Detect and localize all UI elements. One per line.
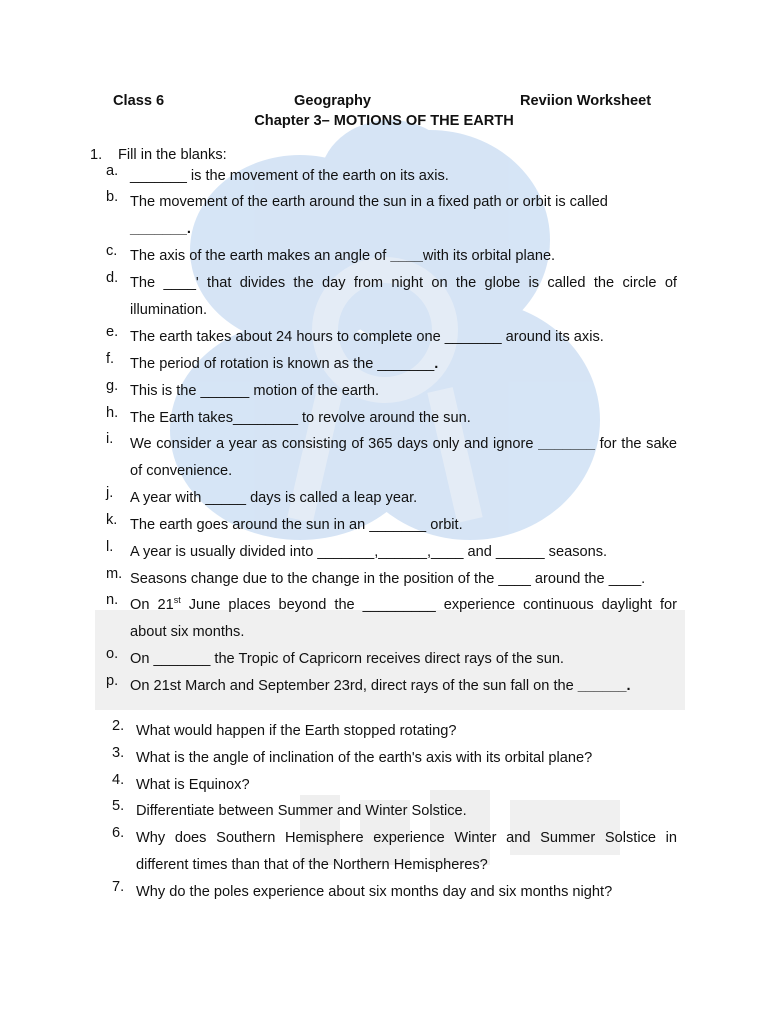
item-text: A year is usually divided into _______,______,____ and ______ seasons. bbox=[130, 544, 608, 560]
item-text: On _______ the Tropic of Capricorn receives direct rays of the sun. bbox=[130, 651, 564, 667]
question-1 bbox=[90, 147, 227, 163]
question-text: What would happen if the Earth stopped rotating? bbox=[136, 723, 457, 739]
chapter-title: Chapter 3– MOTIONS OF THE EARTH bbox=[254, 113, 514, 129]
question-number: 3. bbox=[112, 745, 125, 761]
question-text: Why does Southern Hemisphere experience Winter and Summer Solstice in different times than that of the Northern Hemispheres? bbox=[136, 830, 677, 873]
item-text: The ____' that divides the day from night on the globe is called the circle of illumination. bbox=[130, 275, 677, 318]
question-number: 7. bbox=[112, 879, 125, 895]
item-label: p. bbox=[106, 673, 119, 689]
item-text: A year with _____ days is called a leap year. bbox=[130, 490, 418, 506]
item-label: h. bbox=[106, 405, 119, 421]
item-text: The movement of the earth around the sun in a fixed path or orbit is called _______. bbox=[130, 194, 608, 237]
item-label: l. bbox=[106, 539, 114, 555]
item-label: e. bbox=[106, 324, 119, 340]
class-label: Class 6 bbox=[113, 93, 165, 109]
subject-label: Geography bbox=[294, 93, 372, 109]
question-text: What is Equinox? bbox=[136, 777, 250, 793]
question-text: Differentiate between Summer and Winter Solstice. bbox=[136, 803, 467, 819]
item-label: m. bbox=[106, 566, 123, 582]
item-text: On 21st March and September 23rd, direct rays of the sun fall on the ______. bbox=[130, 678, 631, 694]
question-text: What is the angle of inclination of the earth's axis with its orbital plane? bbox=[136, 750, 593, 766]
item-text: This is the ______ motion of the earth. bbox=[130, 383, 380, 399]
item-text: The period of rotation is known as the _______. bbox=[130, 356, 439, 372]
item-label: b. bbox=[106, 189, 119, 205]
item-text: The Earth takes________ to revolve around the sun. bbox=[130, 410, 471, 426]
item-label: n. bbox=[106, 592, 119, 608]
question-number: 2. bbox=[112, 718, 125, 734]
item-label: g. bbox=[106, 378, 119, 394]
item-text: We consider a year as consisting of 365 days only and ignore _______ for the sake of convenience. bbox=[130, 436, 678, 479]
item-label: d. bbox=[106, 270, 119, 286]
item-text: The earth takes about 24 hours to complete one _______ around its axis. bbox=[130, 329, 604, 345]
item-text: _______ is the movement of the earth on its axis. bbox=[130, 168, 449, 184]
item-label: j. bbox=[106, 485, 114, 501]
item-text: The axis of the earth makes an angle of ____with its orbital plane. bbox=[130, 248, 556, 264]
question-number: 1. bbox=[90, 147, 103, 163]
question-text: Why do the poles experience about six months day and six months night? bbox=[136, 884, 613, 900]
item-label: c. bbox=[106, 243, 118, 259]
item-label: k. bbox=[106, 512, 118, 528]
item-label: a. bbox=[106, 163, 119, 179]
item-text: Seasons change due to the change in the position of the ____ around the ____. bbox=[130, 571, 646, 587]
item-label: f. bbox=[106, 351, 115, 367]
question-number: 5. bbox=[112, 798, 125, 814]
question-number: 6. bbox=[112, 825, 125, 841]
item-text: The earth goes around the sun in an _______ orbit. bbox=[130, 517, 463, 533]
item-text: On 21st June places beyond the _________ experience continuous daylight for about six months. bbox=[130, 595, 677, 640]
item-label: o. bbox=[106, 646, 119, 662]
question-number: 4. bbox=[112, 772, 125, 788]
question-title: Fill in the blanks: bbox=[118, 147, 227, 163]
worksheet-header bbox=[0, 93, 768, 113]
item-label: i. bbox=[106, 431, 114, 447]
worksheet-label: Reviion Worksheet bbox=[520, 93, 652, 109]
